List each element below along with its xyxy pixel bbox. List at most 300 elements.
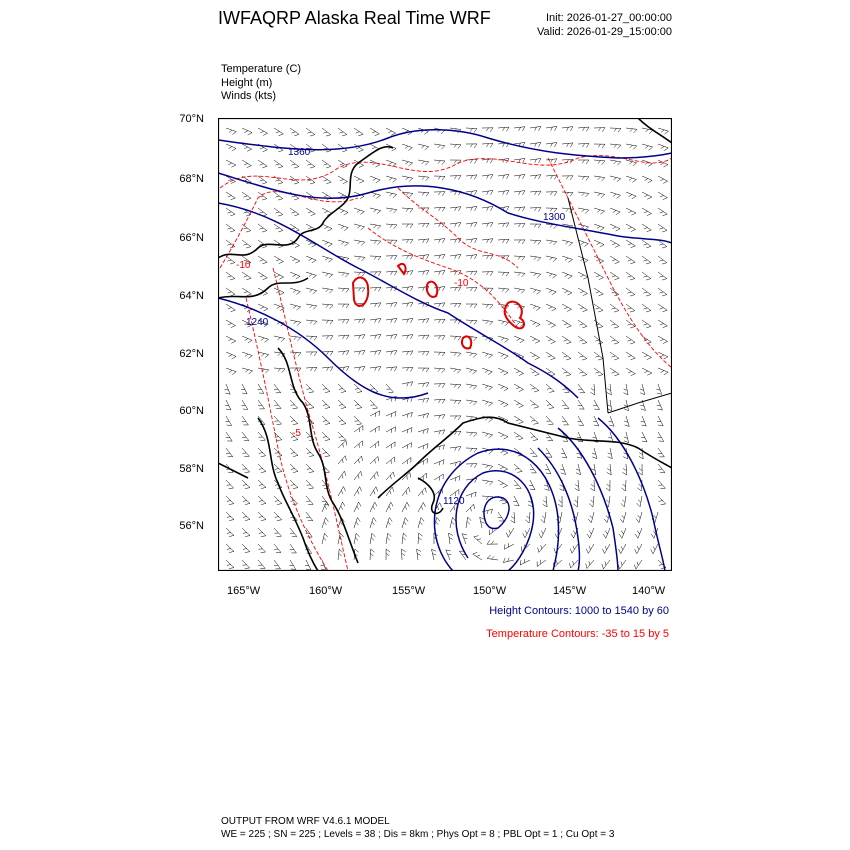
wind-barb [626,272,635,280]
wind-barb [594,256,604,263]
wind-barb [506,528,514,537]
wind-barb [578,127,589,131]
wind-barb [386,549,390,560]
lon-label: 150°W [473,585,507,597]
wind-barb [386,128,396,135]
wind-barb [418,502,425,512]
wind-barb [525,512,530,523]
wind-barb [370,128,379,136]
wind-barb [621,496,626,507]
wind-barb [658,480,665,489]
wind-barb [514,368,524,376]
wind-barb [578,352,587,360]
wind-barb [274,400,281,409]
wind-barb [610,288,619,296]
wind-barb [450,517,456,528]
wind-barb [466,464,477,468]
wind-barb [306,464,314,473]
wind-barb [434,303,445,307]
wind-barb [561,448,567,458]
wind-barb [658,464,665,473]
wind-barb [322,502,329,512]
wind-barb [487,555,498,560]
wind-barb [514,240,525,244]
wind-barb [402,458,411,465]
wind-barb [338,240,349,246]
wind-barb [498,127,509,131]
wind-barb [658,432,664,441]
wind-barb [530,126,541,130]
wind-barb [642,352,652,360]
wind-barb [290,400,298,409]
wind-barb [594,288,603,296]
wind-barb [466,448,477,452]
wind-barb [562,320,571,328]
wind-barb [578,304,587,312]
wind-barb [574,496,579,507]
wind-barb [546,320,556,327]
wind-barb [642,144,653,150]
wind-barb [498,190,509,194]
wind-barb [513,496,519,506]
wind-barb [530,432,538,441]
lat-label: 56°N [179,520,204,532]
wind-barb [658,128,669,134]
wind-barb [450,336,461,340]
wind-barb [225,416,231,426]
wind-barb [474,536,482,544]
wind-barb [338,288,349,293]
wind-barb [578,288,588,296]
wind-barb [258,368,269,373]
wind-barb [242,336,252,343]
wind-barb [530,272,541,278]
plot-title: IWFAQRP Alaska Real Time WRF [218,8,491,28]
wind-barb [546,448,552,457]
lon-label: 140°W [632,585,666,597]
wind-barb [624,432,629,443]
wind-barb [618,560,626,569]
wind-barb [402,518,408,529]
wind-barb [402,443,412,449]
wind-barb [322,384,330,393]
wind-barb [386,442,395,449]
wind-barb [503,558,514,563]
wind-barb [562,416,569,425]
wind-barb [562,368,571,376]
wind-barb [587,528,594,538]
wind-barb [482,272,493,276]
wind-barb [242,160,251,168]
wind-barb [290,128,299,136]
wind-barb [322,128,331,136]
wind-barb [354,288,365,292]
wind-barb [290,320,301,326]
wind-barb [274,192,283,200]
height-contour-label: 1360 [288,147,311,158]
wind-barb [258,384,264,393]
wind-barb [594,176,605,181]
lat-label: 58°N [179,463,204,475]
wind-barb [418,517,424,528]
wind-barb [306,304,317,309]
wind-barb [586,544,594,553]
wind-barb [258,512,266,521]
wind-barb [635,528,642,538]
wind-barb [225,400,231,410]
wind-barb [306,512,313,521]
wind-barb [514,191,525,195]
wind-barb [466,368,477,374]
wind-barb [482,288,493,292]
wind-barb [354,456,363,464]
wind-barb [322,336,333,340]
wind-barb [657,400,663,410]
wind-barb [274,128,283,136]
wind-barb [242,432,249,441]
wind-barb [338,384,346,393]
wind-barb [354,487,362,496]
wind-barb [290,528,297,537]
wind-barb [370,256,381,260]
wind-barb [626,224,636,232]
wind-barb [242,144,252,151]
wind-barb [338,320,349,324]
wind-barb [402,144,412,151]
wind-barb [274,256,283,264]
wind-barb [466,159,477,163]
wind-barb [338,128,347,136]
wind-barb [450,416,461,420]
wind-barb [482,368,492,375]
wind-barb [482,143,493,147]
wind-barb [418,368,429,372]
wind-barb [482,384,493,390]
wind-barb [258,432,265,441]
wind-barb [386,318,397,322]
wind-barb [242,448,249,457]
wind-barb [402,224,413,228]
wind-barb [226,528,234,537]
wind-barb [322,144,331,152]
wind-barb [258,272,267,280]
wind-barb [626,176,636,182]
wind-barb [338,487,346,497]
wind-barb [446,550,452,560]
wind-barb [642,304,651,312]
wind-barb [258,224,267,232]
wind-barb [498,174,509,178]
wind-barb [242,464,250,473]
wind-barb [338,224,348,231]
wind-barb [529,480,535,490]
wind-barb [562,143,573,147]
wind-barb [482,320,493,325]
wind-barb [306,400,314,409]
wind-barb [402,286,413,291]
wind-barb [386,457,395,464]
wind-barb [402,487,410,496]
wind-barb [449,533,453,544]
wind-barb [608,448,613,459]
wind-barb [480,517,485,528]
wind-barb [354,224,365,230]
wind-barb [450,176,461,180]
height-contour-label: 1120 [443,496,465,507]
wind-barb [322,272,333,278]
wind-barb [658,352,668,359]
wind-barb [562,400,569,409]
wind-barb [578,143,589,147]
wind-barb [498,272,509,276]
wind-barb [562,336,571,344]
wind-barb [498,223,509,227]
wind-barb [658,272,667,280]
wind-barb [434,384,445,388]
wind-barb [418,176,429,181]
temperature-contour-label: -10 [236,260,251,271]
wind-barb [594,368,603,376]
wind-barb [610,176,621,182]
wind-barb [402,549,406,560]
wind-barb [546,126,557,130]
wind-barb [418,160,429,165]
wind-barb [274,272,284,279]
wind-barb [514,223,525,227]
lon-label: 155°W [392,585,426,597]
wind-barb [590,480,594,491]
wind-barb [514,207,525,211]
valid-time: Valid: 2026-01-29_15:00:00 [537,26,672,38]
wind-barb [242,224,251,232]
wind-barb [338,335,349,339]
wind-barb [511,512,515,523]
wind-barb [242,128,252,135]
wind-barb [530,175,541,179]
wind-barb [386,472,394,480]
wind-barb [258,336,269,342]
wind-barb [594,192,605,198]
wind-barb [626,240,635,248]
wind-barb [498,400,508,407]
wind-barb [562,176,573,180]
wind-barb [402,176,413,182]
wind-barb [578,336,587,344]
wind-barb [402,412,412,417]
wind-barb [370,456,379,464]
wind-barb [562,192,573,196]
wind-barb [338,400,346,409]
wind-barb [274,368,285,373]
wind-barb [386,533,391,544]
wind-barb [658,144,668,151]
wind-barb [242,496,250,505]
wind-barb [274,160,283,168]
wind-barb [226,304,235,312]
wind-barb [610,240,620,247]
wind-barb [258,192,267,200]
wind-barb [274,512,282,521]
wind-barb [610,336,619,344]
wind-barb [434,144,445,149]
wind-barb [546,352,555,360]
wind-barb [370,426,379,432]
wind-barb [450,223,461,227]
wind-barb [354,176,364,183]
wind-barb [226,448,233,457]
lat-label: 60°N [179,405,204,417]
wind-barb [354,335,365,339]
wind-barb [434,239,445,243]
wind-barb [546,416,553,425]
wind-barb [322,518,328,528]
wind-barb [634,560,642,569]
wind-barb [594,208,605,214]
wind-barb [434,415,445,419]
wind-barb [338,176,348,184]
wind-barb [370,334,381,338]
wind-barb [626,128,637,133]
wind-barb [418,488,426,496]
wind-barb [386,412,396,418]
wind-barb [370,549,374,560]
wind-barb [498,384,508,391]
wind-barb [338,304,349,308]
wind-barb [274,560,281,569]
wind-barb [603,528,610,538]
wind-barb [434,460,444,466]
wind-barb [322,400,330,409]
wind-barb [290,160,299,168]
wind-barb [306,480,314,489]
wind-barb [466,222,477,226]
wind-barb [418,413,429,418]
wind-barb [657,416,663,426]
wind-barb [578,368,587,376]
wind-barb [386,208,397,213]
wind-barb [258,256,267,264]
wind-barb [338,208,348,215]
wind-barb [593,416,599,426]
wind-barb [386,271,397,275]
wind-barb [530,448,537,457]
wind-barb [610,160,621,165]
wind-barb [610,272,619,280]
wind-barb [258,400,265,409]
wind-barb [306,367,317,371]
wind-barb [434,223,445,227]
wind-barb [370,518,376,529]
wind-barb [546,240,557,245]
wind-barb [622,480,626,491]
wind-barb [546,143,557,147]
wind-barb [450,400,461,404]
wind-barb [594,336,603,344]
wind-barb [658,256,667,264]
wind-barb [530,352,540,360]
wind-barb [530,320,540,327]
wind-barb [418,319,429,323]
wind-barb [306,448,314,457]
wind-barb [258,496,266,505]
field-temperature: Temperature (C) [221,63,302,75]
wind-barb [402,367,413,371]
wind-barb [606,480,610,491]
wind-barb [530,224,541,228]
wind-barb [482,206,493,210]
wind-barb [258,560,265,569]
wind-barb [450,352,461,357]
wind-barb [514,174,525,178]
wind-barb [418,383,429,387]
wind-barb [482,432,493,438]
wind-barb [514,352,524,359]
wind-barb [450,447,461,451]
wind-barb [658,336,668,344]
map-panel [218,118,672,571]
wind-barb [434,287,445,291]
wind-barb [607,384,611,395]
wind-barb [626,304,635,312]
wind-barb [610,208,620,215]
wind-barb [473,552,482,560]
height-contours-note: Height Contours: 1000 to 1540 by 60 [489,605,669,617]
wind-barb [514,400,523,408]
wind-barb [578,208,589,214]
wind-barb [322,224,332,231]
wind-barb [226,224,235,232]
wind-barb [418,398,429,403]
wind-barb [338,549,343,560]
wind-barb [306,288,317,294]
wind-barb [354,128,363,136]
wind-barb [626,352,635,360]
wind-barb [434,160,445,165]
wind-barb [402,208,413,213]
wind-barb [658,368,668,375]
wind-barb [370,240,381,245]
wind-barb [434,128,445,134]
wind-barb [603,544,611,554]
wind-barb [258,528,266,537]
wind-barb [274,464,282,473]
wind-barb [354,256,365,261]
wind-barb [619,544,626,554]
wind-barb [588,512,594,523]
wind-barb [434,430,445,435]
wind-barb [546,368,555,376]
wind-barb [386,502,393,512]
wind-barb [658,320,667,328]
wind-barb [386,351,397,355]
wind-barb [466,128,477,133]
wind-barb [610,192,621,198]
wind-barb [562,352,571,360]
temperature-contour-label: -10 [454,278,469,289]
wind-barb [546,256,557,262]
wind-barb [642,272,651,280]
wind-barb [258,464,266,473]
wind-barb [466,432,477,437]
wind-barb [466,400,477,405]
wind-barb [274,208,283,216]
wind-barb [370,533,375,544]
wind-barb [641,432,647,442]
wind-barb [539,528,546,538]
wind-barb [226,512,234,521]
wind-barb [593,400,599,410]
wind-barb [482,190,493,194]
